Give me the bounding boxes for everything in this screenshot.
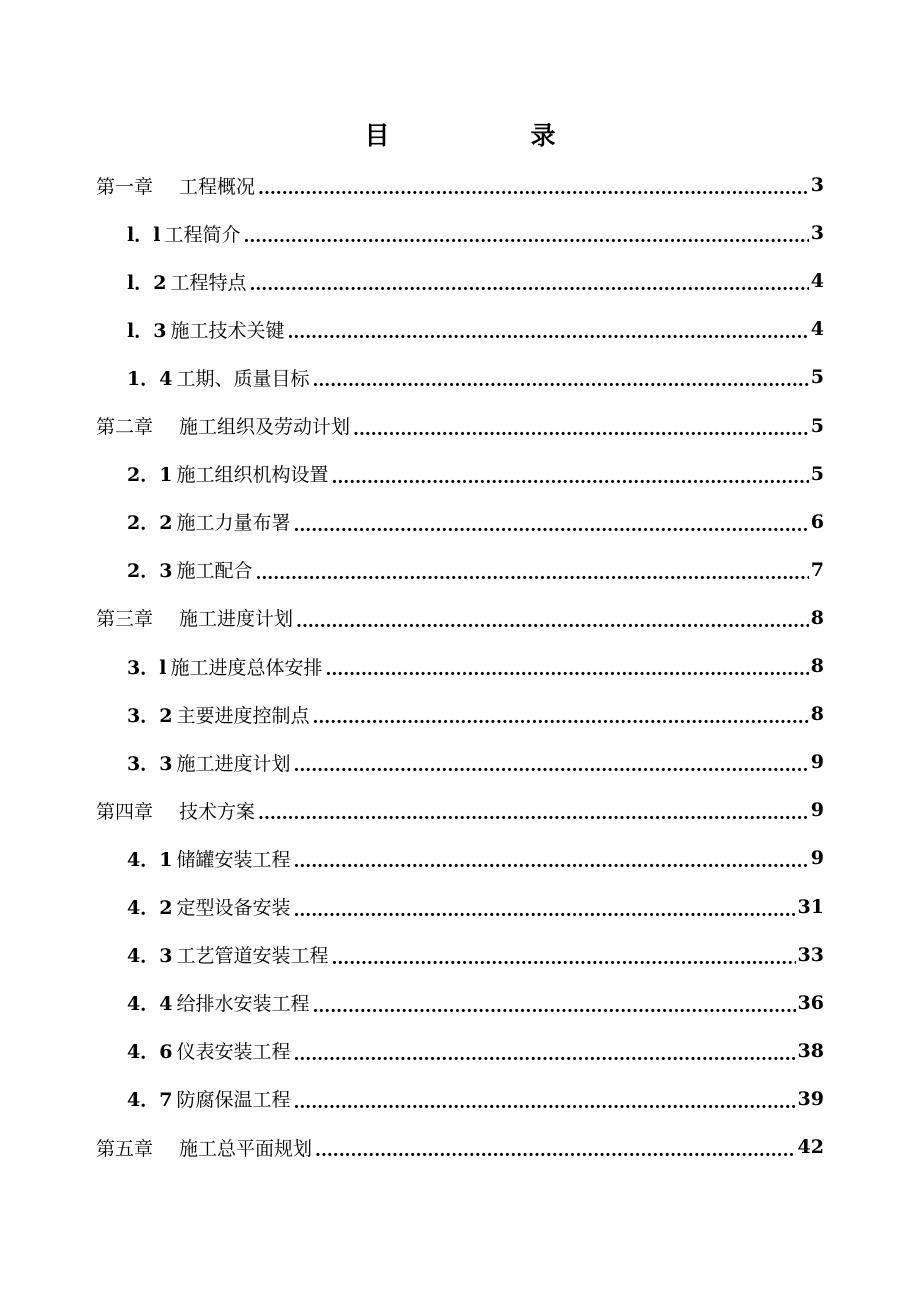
toc-entry-number: 第三章: [96, 608, 154, 631]
toc-dot-leader: [312, 706, 808, 726]
toc-entry-text: 工程概况: [179, 175, 256, 198]
toc-page-number: 42: [797, 1136, 824, 1158]
toc-page-number: 9: [810, 847, 824, 870]
toc-entry-number: 1．4: [127, 367, 173, 390]
toc-dot-leader: [315, 1139, 796, 1159]
toc-entry-label: [127, 364, 312, 391]
toc-section-entry[interactable]: [127, 883, 824, 931]
toc-entry-text: 给排水安装工程: [176, 993, 310, 1016]
toc-dot-leader: [293, 514, 808, 534]
toc-entry-number: 4．6: [127, 1041, 173, 1064]
toc-dot-leader: [353, 418, 809, 438]
toc-entry-text: 工艺管道安装工程: [176, 945, 329, 968]
toc-section-entry[interactable]: [127, 690, 824, 738]
toc-dot-leader: [243, 225, 808, 245]
toc-entry-number: l．2: [127, 271, 167, 294]
toc-section-entry[interactable]: [127, 979, 824, 1027]
toc-page-number: 9: [810, 799, 824, 822]
toc-dot-leader: [325, 658, 808, 678]
toc-dot-leader: [258, 802, 809, 822]
toc-entry-label: [127, 268, 249, 295]
toc-entry-label: [127, 941, 331, 968]
toc-page-number: 9: [810, 751, 824, 774]
toc-entry-text: 防腐保温工程: [176, 1089, 291, 1112]
toc-page-number: 8: [810, 606, 824, 629]
toc-section-entry[interactable]: [127, 305, 824, 353]
toc-dot-leader: [312, 369, 808, 389]
toc-entry-number: l．l: [127, 223, 161, 246]
toc-entry-text: 施工进度计划: [176, 752, 291, 775]
toc-entry-label: [127, 316, 287, 343]
toc-dot-leader: [293, 899, 795, 919]
toc-page-number: 33: [797, 943, 824, 966]
toc-section-entry[interactable]: [127, 450, 824, 498]
toc-section-entry[interactable]: [127, 353, 824, 401]
toc-section-entry[interactable]: [127, 931, 824, 979]
toc-entry-label: [96, 1134, 315, 1161]
toc-entry-number: 3．l: [127, 656, 167, 679]
toc-entry-label: [96, 412, 353, 439]
toc-entry-number: 4．2: [127, 897, 173, 919]
toc-page-number: 4: [810, 318, 824, 341]
toc-page-number: 31: [797, 895, 824, 918]
toc-page-number: 5: [810, 366, 824, 389]
toc-entry-label: [96, 172, 258, 199]
toc-section-entry[interactable]: [127, 1027, 824, 1075]
toc-entry-label: [127, 1037, 293, 1064]
toc-entry-label: [127, 460, 331, 487]
toc-dot-leader: [249, 273, 808, 293]
toc-page-number: 5: [810, 414, 824, 437]
toc-entry-text: 仪表安装工程: [176, 1041, 291, 1064]
toc-entry-text: 工期、质量目标: [176, 367, 310, 390]
toc-entry-number: 第一章: [96, 175, 154, 198]
toc-entry-text: 储罐安装工程: [176, 848, 291, 871]
toc-dot-leader: [331, 466, 808, 486]
toc-entry-label: [127, 701, 312, 728]
toc-entry-number: 2．3: [127, 560, 173, 583]
toc-page-number: 3: [810, 174, 824, 196]
toc-entry-label: [127, 845, 293, 872]
toc-entry-number: 4．7: [127, 1089, 173, 1112]
toc-entry-number: 4．1: [127, 848, 173, 871]
toc-entry-label: [96, 604, 296, 631]
toc-entry-text: 施工力量布署: [176, 512, 291, 535]
toc-chapter-entry[interactable]: [96, 594, 824, 642]
toc-entry-number: l．3: [127, 319, 167, 342]
toc-entry-label: [127, 749, 293, 776]
toc-page-number: 7: [810, 558, 824, 581]
toc-entry-text: 施工组织及劳动计划: [179, 416, 351, 438]
toc-page-number: 6: [810, 510, 824, 533]
toc-dot-leader: [255, 562, 808, 582]
toc-entry-text: 施工进度总体安排: [170, 656, 323, 679]
toc-dot-leader: [293, 754, 808, 774]
toc-section-entry[interactable]: [127, 257, 824, 305]
toc-dot-leader: [293, 1043, 795, 1063]
toc-dot-leader: [312, 995, 795, 1015]
toc-chapter-entry[interactable]: [96, 402, 824, 450]
toc-dot-leader: [296, 610, 809, 630]
toc-page-number: 8: [810, 703, 824, 726]
toc-dot-leader: [258, 177, 809, 197]
toc-chapter-entry[interactable]: [96, 786, 824, 834]
toc-entry-text: 施工总平面规划: [179, 1137, 313, 1160]
toc-entry-label: [127, 1085, 293, 1112]
toc-title: 目 录: [364, 121, 614, 150]
toc-entry-text: 工程简介: [164, 223, 241, 246]
toc-entry-label: [127, 556, 255, 583]
toc-entry-text: 施工技术关键: [170, 319, 285, 342]
toc-dot-leader: [287, 321, 808, 341]
toc-page-number: 5: [810, 462, 824, 485]
toc-entry-label: [127, 508, 293, 535]
toc-entry-text: 施工配合: [176, 560, 253, 583]
toc-section-entry[interactable]: [127, 209, 824, 257]
toc-section-entry[interactable]: [127, 1075, 824, 1123]
toc-entry-number: 2．2: [127, 512, 173, 535]
toc-entry-number: 3．2: [127, 704, 173, 727]
toc-section-entry[interactable]: [127, 642, 824, 690]
toc-entry-number: 第五章: [96, 1137, 154, 1160]
toc-dot-leader: [293, 850, 808, 870]
toc-entry-text: 施工进度计划: [179, 608, 294, 631]
toc-entry-text: 主要进度控制点: [176, 704, 310, 727]
toc-section-entry[interactable]: [127, 546, 824, 594]
toc-entry-label: [127, 893, 293, 920]
toc-entry-label: [127, 220, 243, 247]
toc-chapter-entry[interactable]: [96, 1123, 824, 1171]
toc-entry-label: [96, 797, 258, 824]
toc-page-number: 39: [797, 1087, 824, 1110]
toc-page-number: 3: [810, 222, 824, 245]
toc-entry-text: 工程特点: [170, 271, 247, 294]
toc-section-entry[interactable]: [127, 738, 824, 786]
toc-entry-text: 定型设备安装: [176, 897, 291, 919]
toc-entry-number: 4．3: [127, 945, 173, 968]
toc-page-number: 8: [810, 655, 824, 677]
toc-entry-label: [127, 989, 312, 1016]
toc-section-entry[interactable]: [127, 834, 824, 882]
toc-entry-number: 第四章: [96, 800, 154, 823]
toc-entry-number: 3．3: [127, 752, 173, 775]
toc-section-entry[interactable]: [127, 498, 824, 546]
toc-chapter-entry[interactable]: [96, 161, 824, 209]
toc-page-number: 4: [810, 270, 824, 293]
toc-entry-label: [127, 653, 325, 680]
toc-dot-leader: [293, 1091, 795, 1111]
toc-entry-text: 施工组织机构设置: [176, 464, 329, 487]
toc-entry-number: 2．1: [127, 464, 173, 487]
toc-page-number: 38: [797, 1039, 824, 1062]
toc-page-number: 36: [797, 991, 824, 1014]
toc-entry-number: 4．4: [127, 993, 173, 1016]
toc-entry-text: 技术方案: [179, 800, 256, 823]
toc-dot-leader: [331, 947, 795, 967]
toc-entry-number: 第二章: [96, 416, 154, 438]
